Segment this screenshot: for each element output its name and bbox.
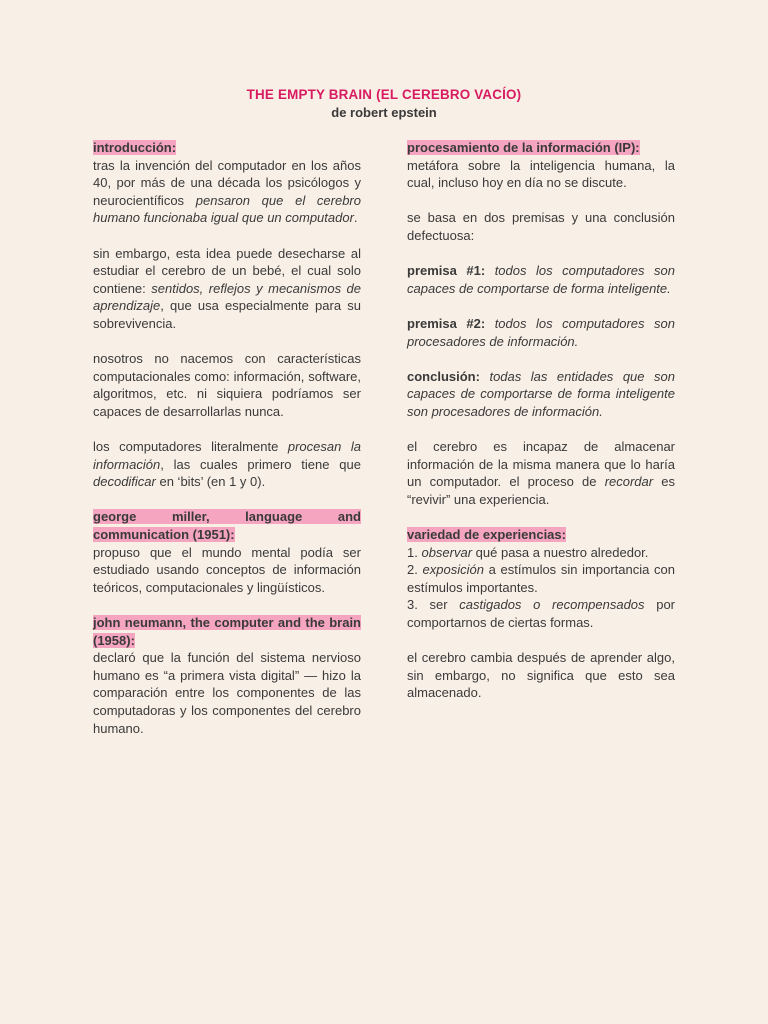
paragraph-block bbox=[407, 438, 675, 508]
text-run: . bbox=[353, 210, 358, 226]
premise-label: premisa #1: bbox=[407, 263, 486, 279]
text-run: tras la invención del computador en los años 40, por más de una década los psicólogos y neurocientíficos bbox=[93, 157, 361, 208]
conclusion-label: conclusión: bbox=[407, 368, 480, 384]
document-title: THE EMPTY BRAIN (EL CEREBRO VACÍO) bbox=[246, 87, 522, 102]
paragraph-block bbox=[407, 649, 675, 702]
italic-text: pensaron que el cerebro humano funcionaba igual que un computador bbox=[93, 192, 361, 226]
document-author: de robert epstein bbox=[331, 105, 437, 120]
intro-section bbox=[93, 139, 361, 227]
text-run: en ‘bits’ (en 1 y 0). bbox=[155, 474, 266, 490]
miller-section bbox=[93, 508, 361, 596]
paragraph bbox=[407, 438, 675, 508]
text-run: qué pasa a nuestro alrededor. bbox=[472, 544, 649, 560]
text-run: por comportarnos de ciertas formas. bbox=[407, 597, 676, 631]
paragraph bbox=[93, 157, 361, 227]
list-item bbox=[407, 544, 675, 562]
paragraph bbox=[93, 438, 361, 491]
text-run: el cerebro cambia después de aprender algo, sin embargo, no significa que esto sea almacenado. bbox=[407, 650, 675, 701]
paragraph bbox=[93, 544, 361, 597]
italic-text: procesan la información bbox=[93, 439, 361, 472]
paragraph bbox=[407, 209, 675, 244]
text-run: , que usa especialmente para su sobrevivencia. bbox=[93, 298, 361, 331]
text-run: el cerebro es incapaz de almacenar información de la misma manera que lo haría un computador. el proceso de bbox=[407, 439, 675, 490]
ip-section bbox=[407, 139, 675, 192]
section-heading-variedad bbox=[407, 526, 675, 544]
paragraph bbox=[407, 157, 675, 192]
heading-highlight: variedad de experiencias: bbox=[407, 527, 566, 543]
premise-text: todos los computadores son capaces de comportarse de forma inteligente. bbox=[407, 263, 675, 296]
text-run: 1. bbox=[407, 544, 422, 560]
text-run: 3. ser bbox=[407, 597, 460, 613]
text-run: se basa en dos premisas y una conclusión defectuosa: bbox=[407, 210, 675, 243]
heading-highlight: george miller, language and communication (1951): bbox=[93, 509, 361, 543]
italic-text: observar bbox=[421, 544, 473, 560]
paragraph bbox=[93, 245, 361, 333]
text-run: metáfora sobre la inteligencia humana, la cual, incluso hoy en día no se discute. bbox=[407, 157, 675, 191]
premise-paragraph bbox=[407, 262, 675, 297]
premise-paragraph bbox=[407, 315, 675, 350]
italic-text: recordar bbox=[604, 474, 654, 490]
premise-1 bbox=[407, 262, 675, 297]
paragraph-block bbox=[93, 245, 361, 333]
section-heading-ip bbox=[407, 139, 675, 157]
list-item bbox=[407, 561, 675, 596]
conclusion-paragraph bbox=[407, 368, 675, 421]
section-heading-neumann bbox=[93, 614, 361, 649]
paragraph-block bbox=[93, 350, 361, 420]
text-run: declaró que la función del sistema nervioso humano es “a primera vista digital” — hizo la comparación entre los componentes de las computadoras y los componentes del cerebro humano. bbox=[93, 650, 361, 736]
paragraph bbox=[93, 350, 361, 420]
paragraph bbox=[407, 649, 675, 702]
text-run: sin embargo, esta idea puede desecharse al estudiar el cerebro de un bebé, el cual solo contiene: bbox=[93, 245, 361, 296]
paragraph-block bbox=[93, 438, 361, 491]
text-run: es “revivir” una experiencia. bbox=[407, 474, 676, 507]
premise-text: todos los computadores son procesadores de información. bbox=[407, 315, 675, 349]
conclusion bbox=[407, 368, 675, 421]
text-run: propuso que el mundo mental podía ser estudiado usando conceptos de información teóricos, computacionales y lingüísticos. bbox=[93, 544, 361, 595]
list-item bbox=[407, 596, 675, 631]
premise-2 bbox=[407, 315, 675, 350]
text-run: nosotros no nacemos con características computacionales como: información, software, algoritmos, etc. ni siquiera podríamos ser capaces de desarrollarlas nunca. bbox=[93, 351, 361, 419]
left-column bbox=[93, 139, 361, 737]
variety-section bbox=[407, 526, 675, 632]
text-run: a estímulos sin importancia con estímulos importantes. bbox=[407, 562, 675, 595]
italic-text: decodificar bbox=[93, 474, 156, 490]
heading-highlight: john neumann, the computer and the brain (1958): bbox=[93, 615, 361, 648]
text-run: 2. bbox=[407, 562, 423, 578]
paragraph-block bbox=[407, 209, 675, 244]
right-column bbox=[407, 139, 675, 702]
italic-text: castigados o recompensados bbox=[459, 597, 645, 613]
italic-text: sentidos, reflejos y mecanismos de aprendizaje bbox=[93, 280, 362, 314]
conclusion-text: todas las entidades que son capaces de comportarse de forma inteligente son procesadores de información. bbox=[407, 368, 675, 419]
premise-label: premisa #2: bbox=[407, 315, 486, 331]
section-heading-miller bbox=[93, 508, 361, 543]
heading-highlight: introducción: bbox=[93, 140, 177, 155]
neumann-section bbox=[93, 614, 361, 737]
italic-text: exposición bbox=[422, 562, 484, 578]
text-run: los computadores literalmente bbox=[93, 439, 288, 455]
text-run: , las cuales primero tiene que bbox=[160, 456, 361, 472]
heading-highlight: procesamiento de la información (IP): bbox=[407, 140, 640, 155]
paragraph bbox=[93, 649, 361, 737]
section-heading-introduccion bbox=[93, 139, 361, 157]
